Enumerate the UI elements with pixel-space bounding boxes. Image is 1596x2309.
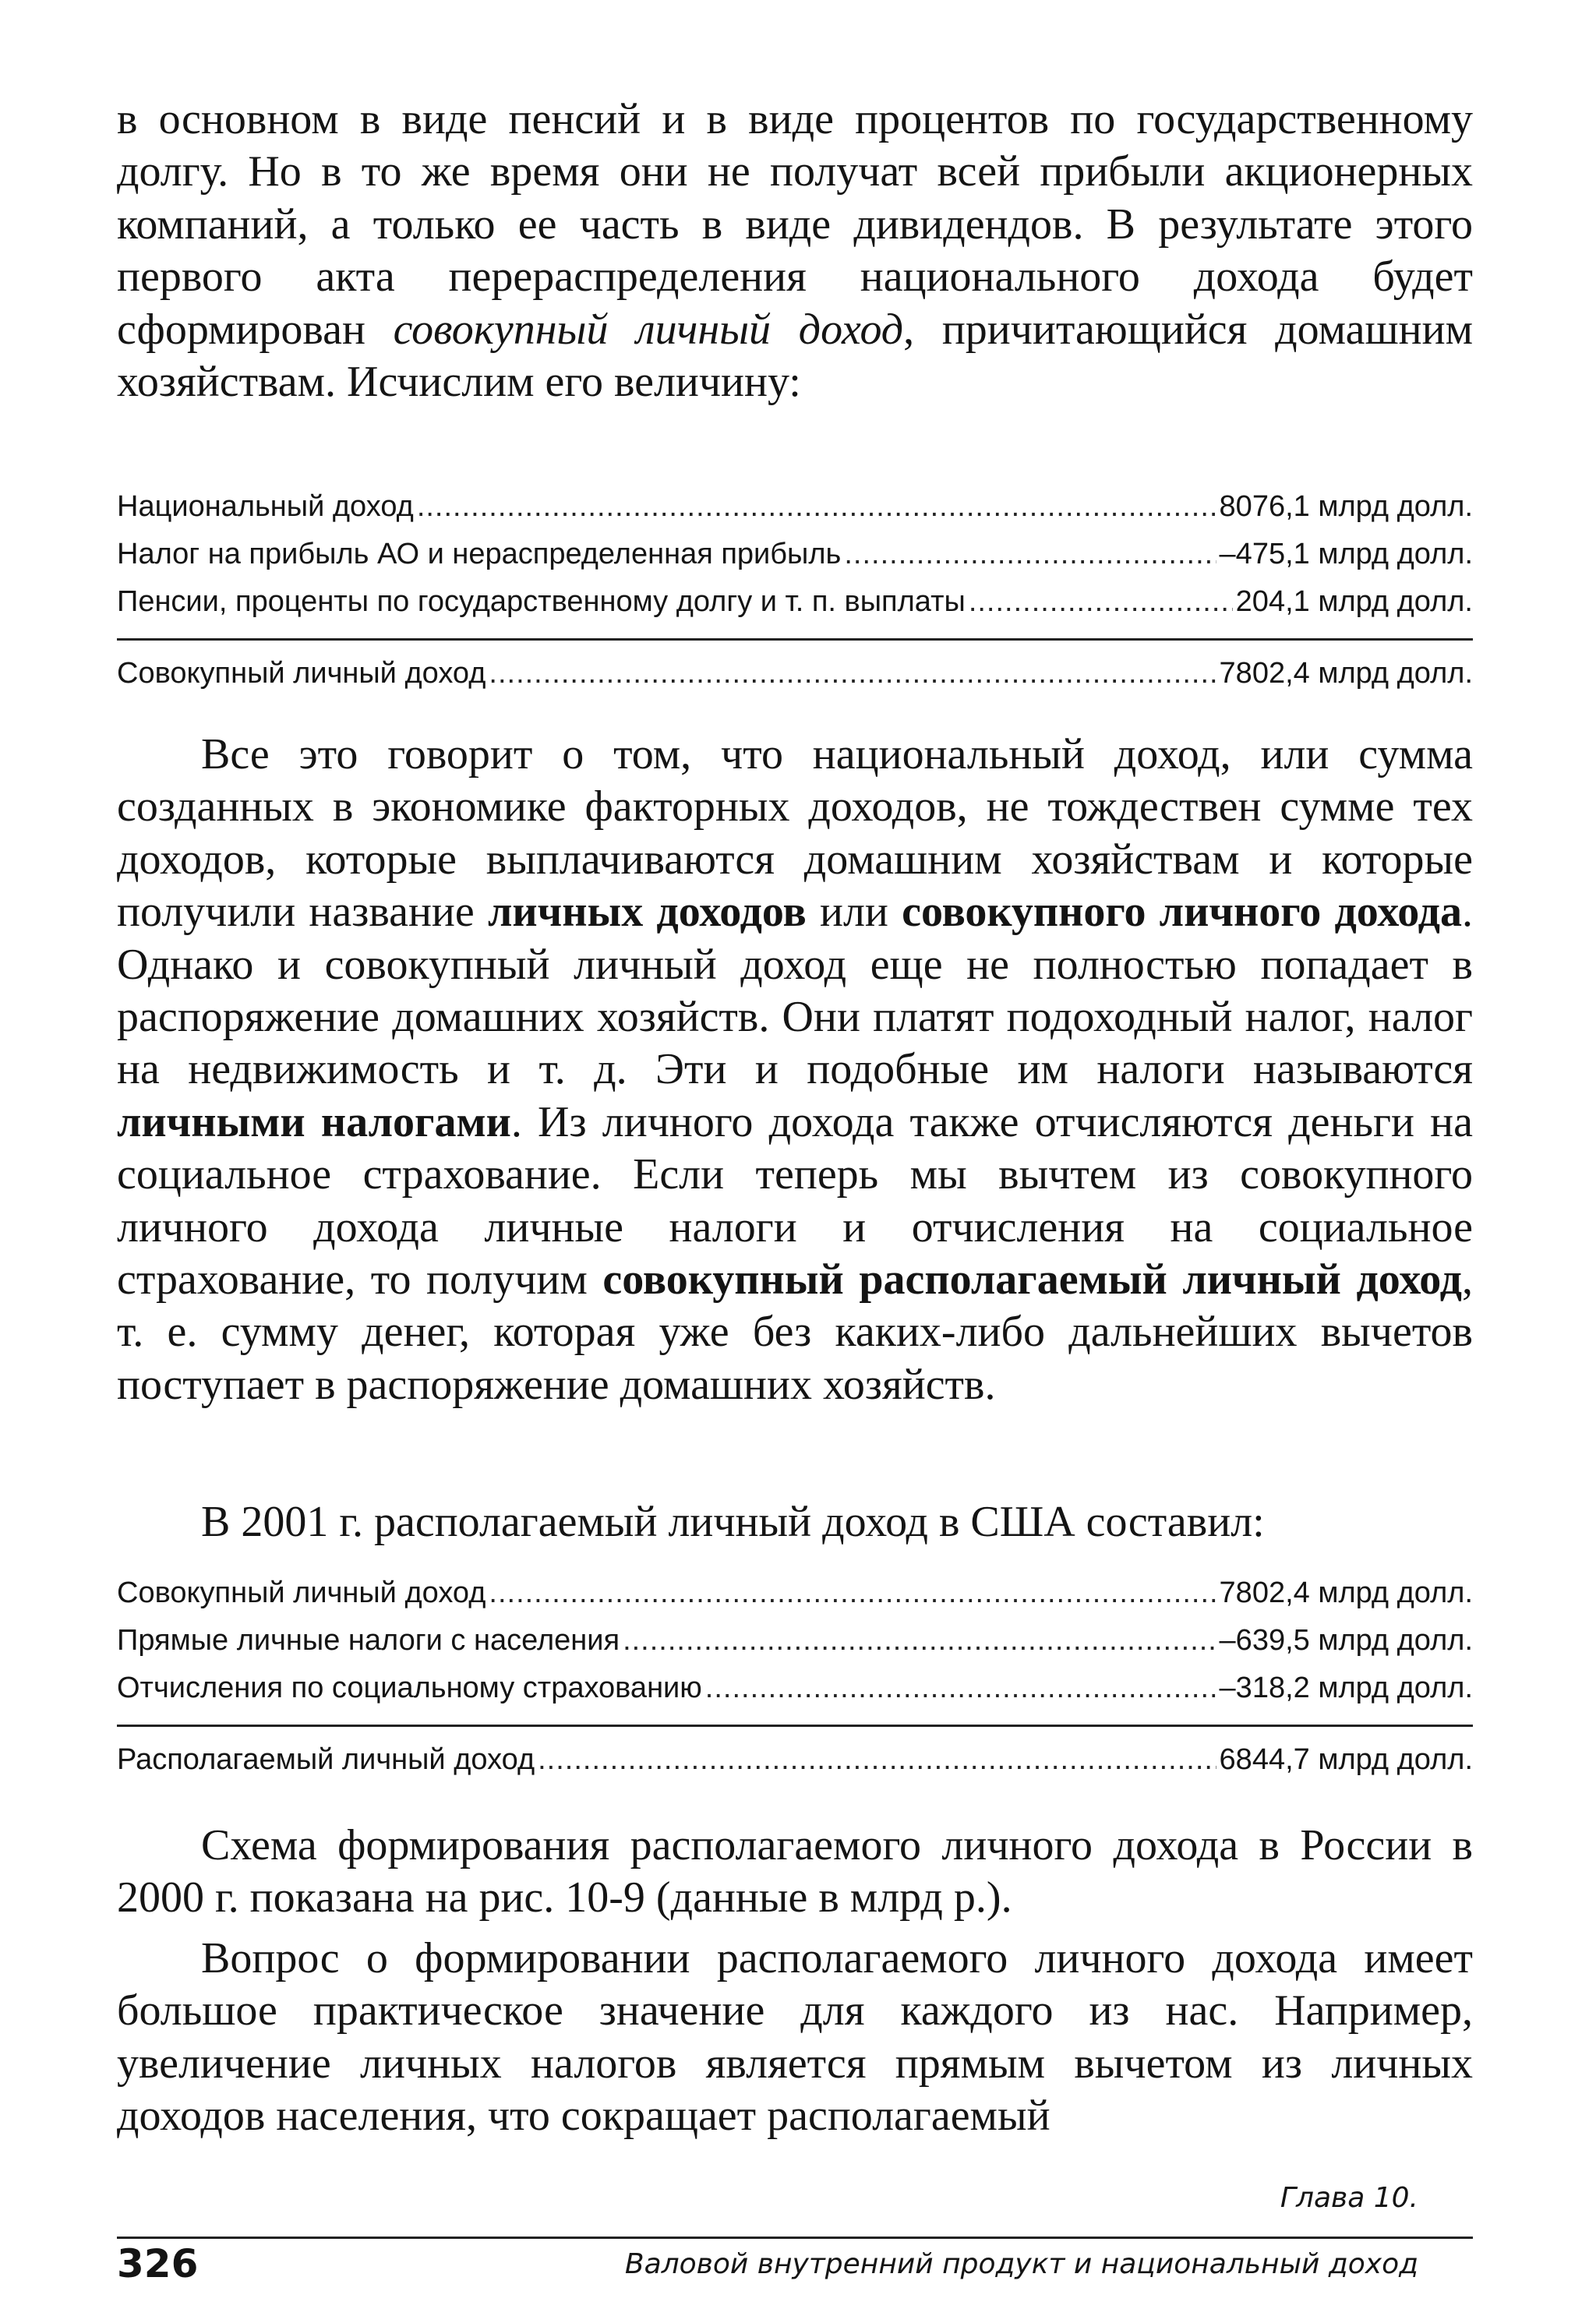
paragraph-5 [117, 1933, 1473, 2143]
row-label: Пенсии, проценты по государственному долгу и т. п. выплаты [117, 585, 966, 618]
income-table-1 [117, 483, 1473, 697]
text-segment: Все это говорит о том, что национальный доход, или сумма созданных в экономике факторных доходов, не тождествен сумме тех доходов, которые выплачиваются домашним хозяйствам и которые получили название [117, 730, 1473, 937]
row-label: Располагаемый личный доход [117, 1743, 535, 1776]
page-number: 326 [117, 2241, 199, 2286]
row-value: –475,1 млрд долл. [1219, 538, 1473, 570]
text-segment: В 2001 г. располагаемый личный доход в США составил: [201, 1498, 1265, 1546]
paragraph-3 [117, 1496, 1473, 1548]
table-row [117, 531, 1473, 578]
text-segment: в основном в виде пенсий и в виде процентов по государственному долгу. Но в то же время они не получат всей прибыли акционерных компаний, а только ее часть в виде дивидендов. В результате этого первого акта перераспределения национального дохода будет сформирован [117, 95, 1473, 354]
table-row [117, 1569, 1473, 1617]
total-divider [117, 1725, 1473, 1727]
row-value: 7802,4 млрд долл. [1219, 657, 1473, 690]
chapter-label: Глава 10. [1280, 2182, 1418, 2214]
total-divider [117, 638, 1473, 641]
text-segment: , т. е. сумму денег, которая уже без каких-либо дальнейших вычетов поступает в распоряжение домашних хозяйств. [117, 1255, 1473, 1409]
paragraph-1 [117, 94, 1473, 408]
row-value: 204,1 млрд долл. [1235, 585, 1473, 618]
table-row [117, 1617, 1473, 1665]
text-segment: или [806, 888, 902, 937]
row-label: Отчисления по социальному страхованию [117, 1672, 702, 1704]
leader-dots [623, 1617, 1216, 1665]
text-segment: . Однако и совокупный личный доход еще не полностью попадает в распоряжение домашних хозяйств. Они платят подоходный налог, налог на недвижимость и т. д. Эти и подобные им налоги называются [117, 888, 1473, 1094]
row-value: –639,5 млрд долл. [1219, 1624, 1473, 1657]
footer-rule [117, 2237, 1473, 2239]
text-segment: , причитающийся домашним хозяйствам. Исчислим его величину: [117, 305, 1474, 407]
row-label: Совокупный личный доход [117, 1576, 486, 1609]
table-row [117, 483, 1473, 531]
text-segment: Схема формирования располагаемого личного дохода в России в 2000 г. показана на рис. 10-9 (данные в млрд р.). [117, 1821, 1473, 1922]
leader-dots [489, 1569, 1216, 1617]
page-footer [117, 2182, 1473, 2291]
bold-term: личных доходов [487, 888, 807, 937]
income-table-2 [117, 1569, 1473, 1784]
row-value: –318,2 млрд долл. [1219, 1672, 1473, 1704]
bold-term: личными налогами [117, 1097, 511, 1146]
paragraph-2 [117, 729, 1473, 1411]
leader-dots [489, 650, 1216, 697]
leader-dots [844, 531, 1216, 578]
table-row [117, 578, 1473, 626]
leader-dots [969, 578, 1233, 626]
paragraph-4 [117, 1820, 1473, 1925]
row-label: Национальный доход [117, 490, 414, 523]
table-total-row [117, 650, 1473, 697]
row-label: Совокупный личный доход [117, 657, 486, 690]
row-label: Налог на прибыль АО и нераспределенная прибыль [117, 538, 842, 570]
italic-term: совокупный личный доход [393, 305, 904, 354]
leader-dots [538, 1736, 1216, 1784]
bold-term: совокупного личного дохода [902, 888, 1462, 937]
bold-term: совокупный располагаемый личный доход [602, 1255, 1462, 1305]
leader-dots [417, 483, 1216, 531]
row-value: 6844,7 млрд долл. [1219, 1743, 1473, 1776]
text-segment: . Из личного дохода также отчисляются деньги на социальное страхование. Если теперь мы вычтем из совокупного личного дохода личные налоги и отчисления на социальное страхование, то получим [117, 1097, 1473, 1305]
text-segment: Вопрос о формировании располагаемого личного дохода имеет большое практическое значение для каждого из нас. Например, увеличение личных налогов является прямым вычетом из личных доходов населения, что сокращает располагаемый [117, 1934, 1473, 2141]
row-value: 8076,1 млрд долл. [1219, 490, 1473, 523]
row-value: 7802,4 млрд долл. [1219, 1576, 1473, 1609]
table-row [117, 1665, 1473, 1712]
table-total-row [117, 1736, 1473, 1784]
chapter-title: Валовой внутренний продукт и национальный доход [624, 2248, 1418, 2280]
leader-dots [705, 1665, 1216, 1712]
row-label: Прямые личные налоги с населения [117, 1624, 620, 1657]
